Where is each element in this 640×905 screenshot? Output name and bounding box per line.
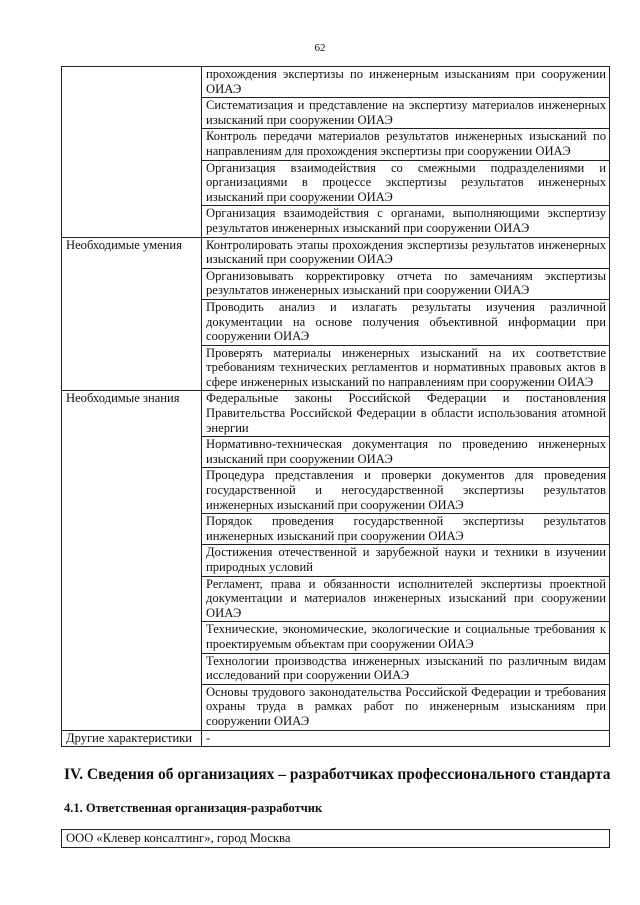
knowledge-label: Необходимые знания [62, 391, 202, 730]
requirements-table [61, 66, 610, 747]
organization-name: ООО «Клевер консалтинг», город Москва [61, 829, 610, 848]
table-row [62, 391, 610, 437]
table-cell: Достижения отечественной и зарубежной науки и техники в изучении природных условий [202, 545, 610, 576]
table-cell: Федеральные законы Российской Федерации и постановления Правительства Российской Федерации в области использования атомной энергии [202, 391, 610, 437]
table-cell: Порядок проведения государственной экспертизы результатов инженерных изысканий при сооружении ОИАЭ [202, 514, 610, 545]
table-cell: Контроль передачи материалов результатов инженерных изысканий по направлениям для прохождения экспертизы при сооружении ОИАЭ [202, 129, 610, 160]
table-cell: Процедура представления и проверки документов для проведения государственной и негосударственной экспертизы результатов инженерных изысканий при сооружении ОИАЭ [202, 468, 610, 514]
subsection-heading: 4.1. Ответственная организация-разработчик [64, 801, 323, 815]
table-cell: прохождения экспертизы по инженерным изысканиям при сооружении ОИАЭ [202, 67, 610, 98]
table-cell: Основы трудового законодательства Российской Федерации и требования охраны труда в рамках работ по инженерным изысканиям при сооружении ОИАЭ [202, 684, 610, 730]
table-row [62, 237, 610, 268]
section-heading: IV. Сведения об организациях – разработчиках профессионального стандарта [64, 766, 611, 783]
table-cell: Технологии производства инженерных изысканий по различным видам исследований при сооружении ОИАЭ [202, 653, 610, 684]
table-row [62, 67, 610, 98]
other-characteristics-label: Другие характеристики [62, 730, 202, 747]
page-number: 62 [314, 42, 326, 54]
table-cell: Проводить анализ и излагать результаты изучения различной документации на основе получения объективной информации при сооружении ОИАЭ [202, 299, 610, 345]
table-cell: Технические, экономические, экологические и социальные требования к проектируемым объектам при сооружении ОИАЭ [202, 622, 610, 653]
table-cell: Организация взаимодействия со смежными подразделениями и организациями в процессе экспертизы результатов инженерных изысканий при сооружении ОИАЭ [202, 160, 610, 206]
table-row [62, 730, 610, 747]
table-cell: Организация взаимодействия с органами, выполняющими экспертизу результатов инженерных изысканий при сооружении ОИАЭ [202, 206, 610, 237]
table-cell: Нормативно-техническая документация по проведению инженерных изысканий при сооружении ОИАЭ [202, 437, 610, 468]
other-characteristics-value: - [202, 730, 610, 747]
table-cell: Проверять материалы инженерных изысканий на их соответствие требованиям технических регламентов и нормативных правовых актов в сфере инженерных изысканий по направлениям при сооружении ОИАЭ [202, 345, 610, 391]
skills-label: Необходимые умения [62, 237, 202, 391]
table-cell: Регламент, права и обязанности исполнителей экспертизы проектной документации и материалов инженерных изысканий при сооружении ОИАЭ [202, 576, 610, 622]
table-cell: Организовывать корректировку отчета по замечаниям экспертизы результатов инженерных изысканий при сооружении ОИАЭ [202, 268, 610, 299]
table-cell: Контролировать этапы прохождения экспертизы результатов инженерных изысканий при сооружении ОИАЭ [202, 237, 610, 268]
empty-label-cell [62, 67, 202, 238]
table-cell: Систематизация и представление на экспертизу материалов инженерных изысканий при сооружении ОИАЭ [202, 98, 610, 129]
